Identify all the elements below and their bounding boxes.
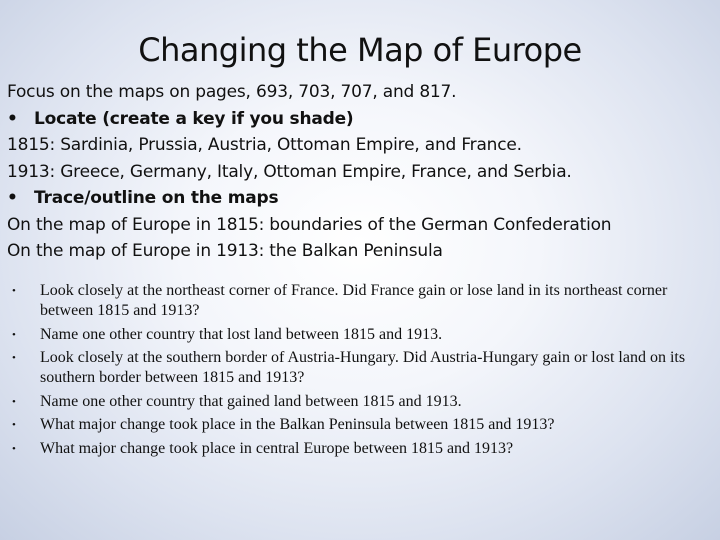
trace-1913-line: On the map of Europe in 1913: the Balkan Peninsula <box>7 241 443 261</box>
question-text: Name one other country that lost land between 1815 and 1913. <box>40 325 443 343</box>
question-item <box>12 415 712 435</box>
question-item <box>12 325 712 345</box>
question-text: Name one other country that gained land between 1815 and 1913. <box>40 392 462 410</box>
bullet-icon: • <box>12 419 16 431</box>
bullet-icon: • <box>12 352 16 364</box>
locate-text: Locate (create a key if you shade) <box>34 108 354 129</box>
question-text: Look closely at the northeast corner of France. Did France gain or lose land in its northeast corner between 1815 and 1913? <box>40 282 668 319</box>
question-item <box>12 392 712 412</box>
locate-1913-line: 1913: Greece, Germany, Italy, Ottoman Empire, France, and Serbia. <box>7 161 572 182</box>
question-list <box>12 281 712 462</box>
bullet-icon: • <box>12 395 16 408</box>
question-text: What major change took place in the Balkan Peninsula between 1815 and 1913? <box>40 416 555 433</box>
trace-bullet <box>7 185 713 212</box>
bullet-icon: • <box>7 108 18 129</box>
question-item <box>12 439 712 459</box>
locate-1815-line: 1815: Sardinia, Prussia, Austria, Ottoman Empire, and France. <box>7 135 522 155</box>
instructions-block <box>7 79 713 265</box>
trace-1815-line: On the map of Europe in 1815: boundaries of the German Confederation <box>7 214 612 235</box>
focus-line: Focus on the maps on pages, 693, 703, 707, and 817. <box>7 82 457 102</box>
question-text: Look closely at the southern border of Austria-Hungary. Did Austria-Hungary gain or lost land on its southern border between 1815 and 1913? <box>40 349 686 386</box>
bullet-icon: • <box>12 328 16 341</box>
bullet-icon: • <box>12 285 16 297</box>
trace-text: Trace/outline on the maps <box>34 188 279 208</box>
slide-title: Changing the Map of Europe <box>138 31 582 69</box>
bullet-icon: • <box>7 188 18 208</box>
bullet-icon: • <box>12 442 16 455</box>
locate-bullet <box>7 106 713 133</box>
question-text: What major change took place in central Europe between 1815 and 1913? <box>40 439 514 457</box>
question-item <box>12 281 712 321</box>
question-item <box>12 348 712 388</box>
